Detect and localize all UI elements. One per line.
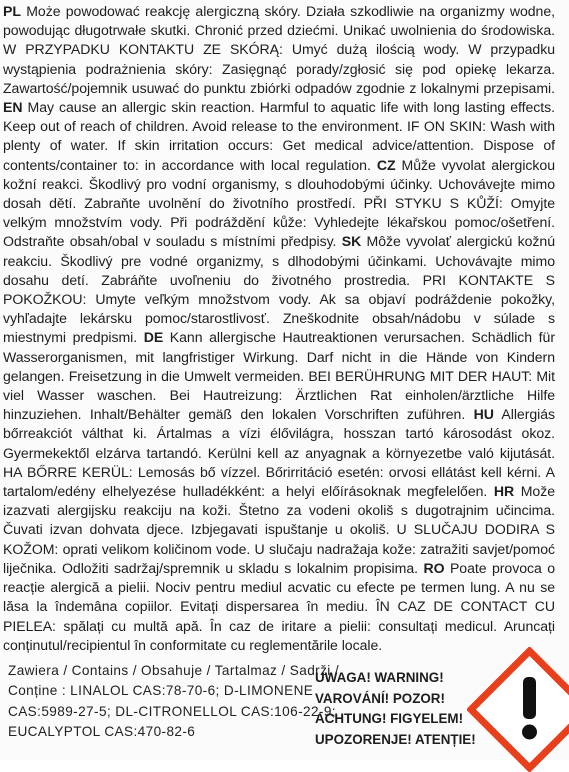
paragraph-cz: Může vyvolat alergickou kožní reakci. Škodlivý pro vodní organismy, s dlouhodobými účinky. Uchovávejte mimo dosah dětí. Zabraňte uvolnění do životního prostředí. PŘI STYKU S KŮŽÍ: Omyjte velkým množstvím vody. Při podráždění kůže: Vyhledejte lékařskou pomoc/ošetření. Odstraňte obsah/obal v souladu s místními předpisy. (3, 156, 555, 250)
paragraph-en: May cause an allergic skin reaction. Harmful to aquatic life with long lasting effects. Keep out of reach of children. Avoid release to the environment. IF ON SKIN: Wash with plenty of water. If skin irritation occurs: Get medical advice/attention. Dispose of contents/container to: in accordance with local regulation. (3, 99, 555, 173)
paragraph-hu: Allergiás bőrreakciót válthat ki. Ártalmas a vízi élővilágra, hosszan tartó károsodást okoz. Gyermekektől elzárva tartandó. Kerülni kell az anyagnak a környezetbe való kijutását. HA BŐRRE KERÜL: Lemosás bő vízzel. Bőrirritáció esetén: orvosi ellátást kell kérni. A tartalom/edény elhelyezése hulladékként: a helyi előírásoknak megfelelően. (3, 406, 556, 500)
paragraph-de: Kann allergische Hautreaktionen verursachen. Schädlich für Wasserorganismen, mit langfristiger Wirkung. Darf nicht in die Hände von Kindern gelangen. Freisetzung in die Umwelt vermeiden. BEI BERÜHRUNG MIT DER HAUT: Mit viel Wasser waschen. Bei Hautreizung: Ärztlichen Rat einholen/ärztliche Hilfe hinzuziehen. Inhalt/Behälter gemäß den lokalen Vorschriften zuführen. (3, 329, 555, 423)
paragraph-sk: Môže vyvolať alergickú kožnú reakciu. Škodlivý pre vodné organizmy, s dlhodobými účinkami. Uchovávajte mimo dosahu detí. Zabráňte uvoľneniu do životného prostredia. PRI KONTAKTE S POKOŽKOU: Umyte veľkým množstvom vody. Ak sa objaví podráždenie pokožky, vyhľadajte lekársku pomoc/starostlivosť. Zneškodnite obsah/nádobu v súlade s miestnymi predpismi. (3, 233, 555, 346)
ingredients-line: Zawiera / Contains / Obsahuje / Tartalmaz / Sadrži / (8, 663, 340, 678)
ghs07-exclamation-mark-icon (467, 647, 569, 772)
language-code-pl: PL (3, 3, 21, 19)
signal-word-line: UWAGA! WARNING! (315, 670, 444, 685)
exclamation-bar (523, 677, 536, 719)
signal-word-line: VAROVÁNÍ! POZOR! (315, 690, 445, 706)
signal-word-line: ACHTUNG! FIGYELEM! (315, 711, 464, 727)
ingredients-line: EUCALYPTOL CAS:470-82-6 (8, 723, 196, 739)
ingredients-line: Conține : LINALOL CAS:78-70-6; D-LIMONENE (8, 683, 314, 699)
language-code-cz: CZ (376, 156, 396, 173)
language-code-en: EN (3, 99, 23, 116)
language-code-sk: SK (341, 233, 362, 250)
ingredients-block (8, 661, 340, 742)
language-code-de: DE (143, 329, 164, 346)
paragraph-ro: Poate provoca o reacție alergică a pielii. Nociv pentru mediul acvatic cu efecte pe termen lung. A nu se lăsa la îndemâna copiilor. Evitați dispersarea în mediu. ÎN CAZ DE CONTACT CU PIELEA: spălați cu multă apă. În caz de iritare a pielii: consultați medicul. Aruncați conținutul/recipientul în conformitate cu reglementările locale. (3, 559, 555, 653)
paragraph-hr: Može izazvati alergijsku reakciju na koži. Štetno za vodeni okoliš s dugotrajnim učincima. Čuvati izvan dohvata djece. Izbjegavati ispuštanje u okoliš. U SLUČAJU DODIRA S KOŽOM: oprati velikom količinom vode. U slučaju nadražaja kože: zatražiti savjet/pomoć liječnika. Odložiti sadržaj/spremnik u skladu s lokalnim propisima. (3, 483, 555, 576)
language-code-ro: RO (423, 559, 445, 576)
language-code-hu: HU (473, 406, 494, 423)
paragraph-pl: Może powodować reakcję alergiczną skóry. Działa szkodliwie na organizmy wodne, powodując długotrwałe skutki. Chronić przed dziećmi. Unikać uwolnienia do środowiska. W PRZYPADKU KONTAKTU ZE SKÓRĄ: Umyć dużą ilością wody. W przypadku wystąpienia podrażnienia skóry: Zasięgnąć porady/zgłosić się pod opiekę lekarza. Zawartość/pojemnik usuwać do punktu zbiórki odpadów zgodnie z lokalnymi przepisami. (3, 3, 555, 96)
language-code-hr: HR (493, 483, 515, 500)
signal-words-block (315, 668, 481, 750)
signal-word-line: UPOZORENJE! ATENȚIE! (315, 731, 476, 747)
hazard-statements-text (3, 2, 555, 655)
hazard-diamond-border (471, 651, 569, 768)
exclamation-dot (522, 725, 537, 740)
ingredients-line: CAS:5989-27-5; DL-CITRONELLOL CAS:106-22-9; (8, 703, 336, 719)
